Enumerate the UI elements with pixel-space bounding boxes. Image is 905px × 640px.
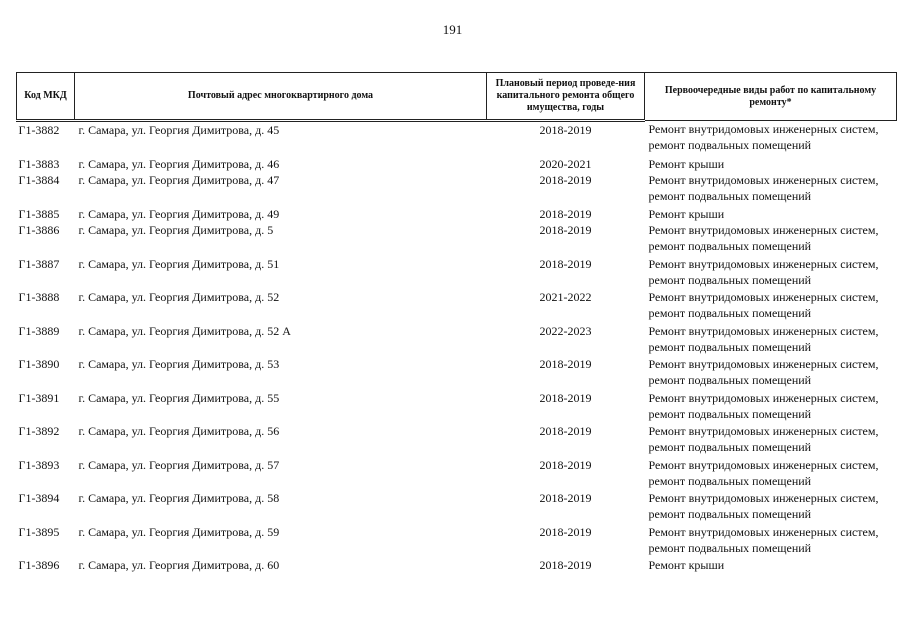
cell-code: Г1-3889 (18, 323, 60, 338)
table-row (17, 156, 897, 173)
cell-address: г. Самара, ул. Георгия Димитрова, д. 47 (78, 173, 280, 187)
cell-works: Ремонт внутридомовых инженерных систем, ремонт подвальных помещений (648, 524, 879, 555)
cell-code: Г1-3888 (18, 290, 60, 304)
cell-address: г. Самара, ул. Георгия Димитрова, д. 59 (78, 524, 280, 539)
cell-code: Г1-3892 (18, 424, 60, 438)
cell-address: г. Самара, ул. Георгия Димитрова, д. 52 А (78, 323, 291, 338)
cell-works: Ремонт внутридомовых инженерных систем, ремонт подвальных помещений (648, 290, 879, 320)
cell-code: Г1-3883 (18, 156, 60, 171)
cell-period: 2018-2019 (539, 524, 592, 539)
cell-address: г. Самара, ул. Георгия Димитрова, д. 55 (78, 390, 280, 405)
table-body (17, 121, 897, 574)
cell-code: Г1-3885 (18, 206, 60, 221)
cell-works: Ремонт внутридомовых инженерных систем, ремонт подвальных помещений (648, 323, 879, 354)
table-row (17, 490, 897, 524)
cell-period: 2018-2019 (539, 123, 592, 137)
table-row (17, 390, 897, 424)
cell-code: Г1-3886 (18, 223, 60, 237)
cell-period: 2018-2019 (539, 424, 592, 438)
page-number: 191 (442, 22, 463, 37)
cell-works: Ремонт внутридомовых инженерных систем, ремонт подвальных помещений (648, 223, 879, 253)
cell-works: Ремонт крыши (648, 206, 725, 221)
table-row (17, 457, 897, 491)
header-works: Первоочередные виды работ по капитальному ремонту* (645, 73, 897, 121)
table-row (17, 423, 897, 457)
header-address: Почтовый адрес многоквартирного дома (75, 73, 487, 121)
cell-period: 2018-2019 (539, 357, 592, 371)
table-header-row (17, 73, 897, 121)
table-row (17, 557, 897, 574)
cell-code: Г1-3893 (18, 457, 60, 472)
cell-address: г. Самара, ул. Георгия Димитрова, д. 58 (78, 491, 280, 505)
table-row (17, 256, 897, 290)
cell-works: Ремонт крыши (648, 156, 725, 171)
table-row (17, 524, 897, 558)
cell-code: Г1-3895 (18, 524, 60, 539)
cell-works: Ремонт внутридомовых инженерных систем, ремонт подвальных помещений (648, 122, 879, 152)
cell-code: Г1-3887 (18, 256, 60, 271)
table-row (17, 121, 897, 156)
cell-period: 2018-2019 (539, 223, 592, 237)
header-code: Код МКД (17, 73, 75, 121)
cell-address: г. Самара, ул. Георгия Димитрова, д. 5 (78, 223, 274, 237)
cell-address: г. Самара, ул. Георгия Димитрова, д. 53 (78, 357, 280, 371)
cell-period: 2021-2022 (539, 290, 592, 304)
cell-period: 2018-2019 (539, 390, 592, 405)
cell-code: Г1-3884 (18, 173, 60, 187)
cell-period: 2018-2019 (539, 558, 592, 572)
cell-period: 2018-2019 (539, 491, 592, 505)
cell-works: Ремонт внутридомовых инженерных систем, ремонт подвальных помещений (648, 357, 879, 387)
cell-code: Г1-3891 (18, 390, 60, 405)
cell-address: г. Самара, ул. Георгия Димитрова, д. 57 (78, 457, 280, 472)
table-row (17, 206, 897, 223)
cell-works: Ремонт крыши (648, 558, 725, 572)
cell-works: Ремонт внутридомовых инженерных систем, ремонт подвальных помещений (648, 173, 879, 203)
table-row (17, 323, 897, 357)
cell-works: Ремонт внутридомовых инженерных систем, ремонт подвальных помещений (648, 424, 879, 454)
cell-address: г. Самара, ул. Георгия Димитрова, д. 49 (78, 206, 280, 221)
cell-address: г. Самара, ул. Георгия Димитрова, д. 46 (78, 156, 280, 171)
header-period: Плановый период проведе-ния капитального ремонта общего имущества, годы (487, 73, 645, 121)
table-row (17, 222, 897, 256)
cell-period: 2018-2019 (539, 457, 592, 472)
cell-period: 2018-2019 (539, 256, 592, 271)
cell-period: 2020-2021 (539, 156, 592, 171)
cell-address: г. Самара, ул. Георгия Димитрова, д. 45 (78, 123, 280, 137)
cell-address: г. Самара, ул. Георгия Димитрова, д. 52 (78, 290, 280, 304)
cell-works: Ремонт внутридомовых инженерных систем, ремонт подвальных помещений (648, 491, 879, 521)
table-row (17, 172, 897, 206)
cell-code: Г1-3896 (18, 558, 60, 572)
table-row (17, 356, 897, 390)
table-row (17, 289, 897, 323)
cell-code: Г1-3890 (18, 357, 60, 371)
cell-address: г. Самара, ул. Георгия Димитрова, д. 51 (78, 256, 280, 271)
cell-works: Ремонт внутридомовых инженерных систем, ремонт подвальных помещений (648, 256, 879, 287)
cell-address: г. Самара, ул. Георгия Димитрова, д. 56 (78, 424, 280, 438)
cell-works: Ремонт внутридомовых инженерных систем, ремонт подвальных помещений (648, 457, 879, 488)
cell-period: 2018-2019 (539, 206, 592, 221)
housing-repair-table (16, 72, 897, 574)
cell-works: Ремонт внутридомовых инженерных систем, ремонт подвальных помещений (648, 390, 879, 421)
cell-code: Г1-3894 (18, 491, 60, 505)
cell-period: 2022-2023 (539, 323, 592, 338)
cell-address: г. Самара, ул. Георгия Димитрова, д. 60 (78, 558, 280, 572)
cell-period: 2018-2019 (539, 173, 592, 187)
cell-code: Г1-3882 (18, 123, 60, 137)
